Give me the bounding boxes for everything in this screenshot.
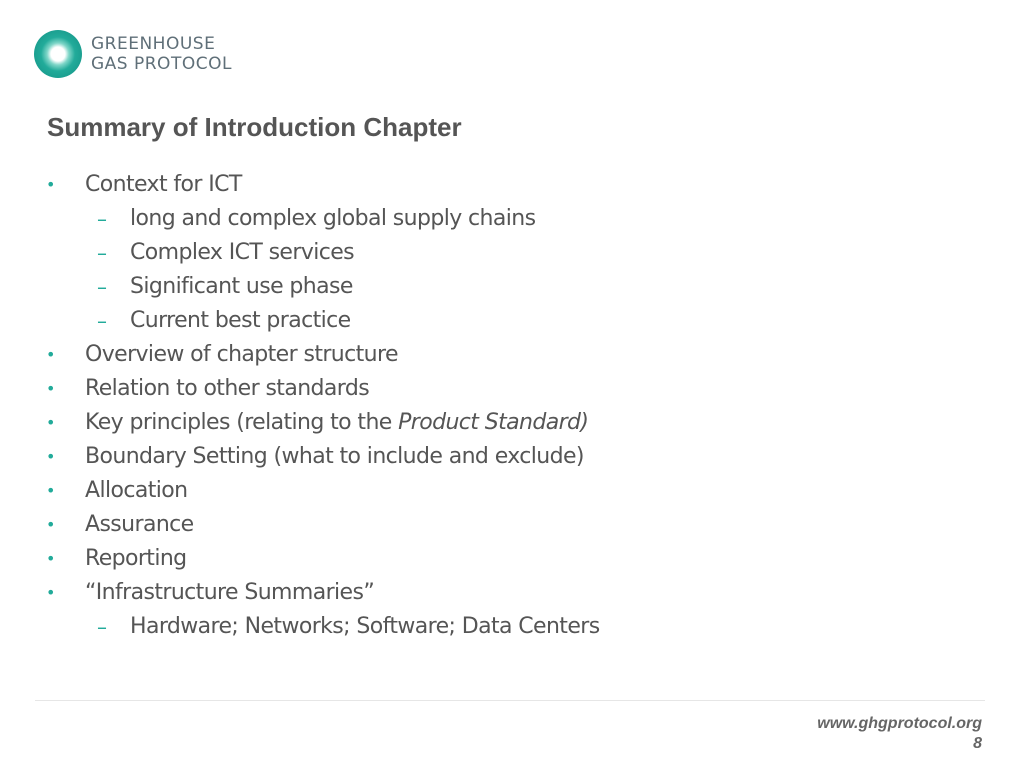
bullet-dash-icon: – xyxy=(97,207,107,231)
bullet-item xyxy=(46,372,986,406)
footer-divider xyxy=(35,700,985,701)
sub-bullet-item xyxy=(46,304,986,338)
sub-bullet-item xyxy=(46,610,986,644)
bullet-item xyxy=(46,406,986,440)
logo-emblem-icon xyxy=(34,30,82,78)
bullet-dash-icon: – xyxy=(97,309,107,333)
bullet-dash-icon: – xyxy=(97,615,107,639)
bullet-item xyxy=(46,542,986,576)
sub-bullet-item xyxy=(46,202,986,236)
bullet-text: Current best practice xyxy=(130,308,351,333)
sub-bullet-item xyxy=(46,270,986,304)
bullet-text: long and complex global supply chains xyxy=(130,206,536,231)
bullet-dot-icon: • xyxy=(46,379,55,398)
bullet-item xyxy=(46,474,986,508)
bullet-text: Reporting xyxy=(85,546,187,571)
bullet-item xyxy=(46,440,986,474)
bullet-dot-icon: • xyxy=(46,447,55,466)
slide-footer xyxy=(817,714,982,754)
bullet-dot-icon: • xyxy=(46,515,55,534)
bullet-dot-icon: • xyxy=(46,413,55,432)
bullet-text: Complex ICT services xyxy=(130,240,355,265)
bullet-item xyxy=(46,508,986,542)
sub-bullet-item xyxy=(46,236,986,270)
bullet-item xyxy=(46,576,986,610)
ghg-protocol-logo xyxy=(34,30,232,78)
bullet-item xyxy=(46,338,986,372)
bullet-italic-text: Product Standard) xyxy=(398,410,589,435)
bullet-dot-icon: • xyxy=(46,583,55,602)
bullet-text: Context for ICT xyxy=(85,172,242,197)
logo-wordmark xyxy=(91,34,232,74)
bullet-dot-icon: • xyxy=(46,481,55,500)
bullet-text: Assurance xyxy=(85,512,194,537)
bullet-text: Hardware; Networks; Software; Data Centers xyxy=(130,614,600,639)
bullet-dot-icon: • xyxy=(46,345,55,364)
slide-page-number: 8 xyxy=(973,735,982,752)
logo-line-2: GAS PROTOCOL xyxy=(91,54,232,74)
bullet-dot-icon: • xyxy=(46,549,55,568)
bullet-dot-icon: • xyxy=(46,175,55,194)
bullet-text: Significant use phase xyxy=(130,274,353,299)
bullet-text: Key principles (relating to the xyxy=(85,410,399,435)
bullet-dash-icon: – xyxy=(97,241,107,265)
bullet-text: Relation to other standards xyxy=(85,376,370,401)
bullet-dash-icon: – xyxy=(97,275,107,299)
bullet-text: “Infrastructure Summaries” xyxy=(85,580,375,605)
slide-title: Summary of Introduction Chapter xyxy=(47,112,462,142)
bullet-list xyxy=(46,168,986,644)
bullet-text: Allocation xyxy=(85,478,188,503)
bullet-text: Overview of chapter structure xyxy=(85,342,398,367)
logo-line-1: GREENHOUSE xyxy=(91,34,216,54)
bullet-text: Boundary Setting (what to include and exclude) xyxy=(85,444,584,469)
footer-url: www.ghgprotocol.org xyxy=(817,715,982,732)
bullet-item xyxy=(46,168,986,202)
